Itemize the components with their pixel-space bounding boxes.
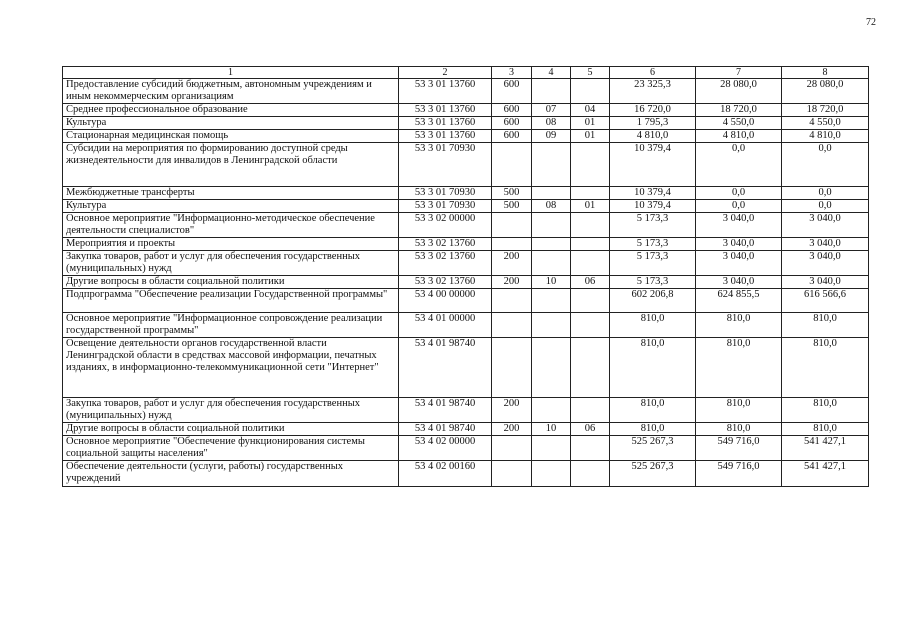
amount-col8: 18 720,0 bbox=[782, 104, 869, 117]
column-header: 6 bbox=[610, 67, 696, 79]
item-name: Основное мероприятие "Обеспечение функционирования системы социальной защиты населения" bbox=[63, 436, 399, 461]
subsection: 01 bbox=[571, 200, 610, 213]
item-name: Другие вопросы в области социальной политики bbox=[63, 423, 399, 436]
section: 09 bbox=[532, 130, 571, 143]
target-code: 53 3 01 13760 bbox=[399, 79, 492, 104]
amount-col7: 810,0 bbox=[696, 398, 782, 423]
amount-col8: 4 810,0 bbox=[782, 130, 869, 143]
item-name: Культура bbox=[63, 117, 399, 130]
expense-type bbox=[492, 213, 532, 238]
subsection bbox=[571, 251, 610, 276]
table-body bbox=[63, 67, 869, 487]
amount-col8: 616 566,6 bbox=[782, 289, 869, 313]
subsection bbox=[571, 313, 610, 338]
amount-col8: 28 080,0 bbox=[782, 79, 869, 104]
target-code: 53 3 01 70930 bbox=[399, 143, 492, 187]
amount-col6: 602 206,8 bbox=[610, 289, 696, 313]
amount-col8: 3 040,0 bbox=[782, 251, 869, 276]
target-code: 53 4 00 00000 bbox=[399, 289, 492, 313]
target-code: 53 3 02 13760 bbox=[399, 251, 492, 276]
target-code: 53 4 02 00000 bbox=[399, 436, 492, 461]
expense-type: 600 bbox=[492, 79, 532, 104]
item-name: Обеспечение деятельности (услуги, работы) государственных учреждений bbox=[63, 461, 399, 487]
subsection: 04 bbox=[571, 104, 610, 117]
section bbox=[532, 238, 571, 251]
amount-col7: 4 550,0 bbox=[696, 117, 782, 130]
amount-col7: 549 716,0 bbox=[696, 461, 782, 487]
table-row bbox=[63, 104, 869, 117]
column-header: 1 bbox=[63, 67, 399, 79]
target-code: 53 3 02 13760 bbox=[399, 238, 492, 251]
amount-col6: 5 173,3 bbox=[610, 251, 696, 276]
table-row bbox=[63, 461, 869, 487]
amount-col8: 810,0 bbox=[782, 423, 869, 436]
item-name: Культура bbox=[63, 200, 399, 213]
table-row bbox=[63, 200, 869, 213]
section: 08 bbox=[532, 117, 571, 130]
section bbox=[532, 289, 571, 313]
table-row bbox=[63, 79, 869, 104]
table-row bbox=[63, 436, 869, 461]
target-code: 53 3 01 13760 bbox=[399, 130, 492, 143]
amount-col7: 4 810,0 bbox=[696, 130, 782, 143]
target-code: 53 4 01 00000 bbox=[399, 313, 492, 338]
amount-col6: 10 379,4 bbox=[610, 200, 696, 213]
amount-col6: 810,0 bbox=[610, 423, 696, 436]
expense-type: 600 bbox=[492, 130, 532, 143]
expense-type bbox=[492, 338, 532, 398]
section bbox=[532, 313, 571, 338]
table-row bbox=[63, 238, 869, 251]
section: 08 bbox=[532, 200, 571, 213]
amount-col7: 3 040,0 bbox=[696, 213, 782, 238]
table-row bbox=[63, 398, 869, 423]
subsection bbox=[571, 79, 610, 104]
target-code: 53 3 01 13760 bbox=[399, 104, 492, 117]
amount-col7: 28 080,0 bbox=[696, 79, 782, 104]
table-row bbox=[63, 187, 869, 200]
amount-col7: 3 040,0 bbox=[696, 238, 782, 251]
expense-type: 200 bbox=[492, 423, 532, 436]
amount-col8: 3 040,0 bbox=[782, 238, 869, 251]
target-code: 53 4 01 98740 bbox=[399, 423, 492, 436]
amount-col7: 624 855,5 bbox=[696, 289, 782, 313]
item-name: Основное мероприятие "Информационное сопровождение реализации государственной программы" bbox=[63, 313, 399, 338]
subsection bbox=[571, 338, 610, 398]
expense-type: 200 bbox=[492, 276, 532, 289]
amount-col8: 0,0 bbox=[782, 187, 869, 200]
item-name: Мероприятия и проекты bbox=[63, 238, 399, 251]
section bbox=[532, 213, 571, 238]
subsection: 06 bbox=[571, 276, 610, 289]
target-code: 53 3 01 13760 bbox=[399, 117, 492, 130]
table-row bbox=[63, 117, 869, 130]
column-header: 8 bbox=[782, 67, 869, 79]
amount-col7: 549 716,0 bbox=[696, 436, 782, 461]
section: 10 bbox=[532, 423, 571, 436]
section bbox=[532, 398, 571, 423]
amount-col7: 810,0 bbox=[696, 313, 782, 338]
table-row bbox=[63, 313, 869, 338]
section bbox=[532, 187, 571, 200]
subsection bbox=[571, 398, 610, 423]
item-name: Стационарная медицинская помощь bbox=[63, 130, 399, 143]
column-header: 5 bbox=[571, 67, 610, 79]
amount-col8: 0,0 bbox=[782, 200, 869, 213]
table-row bbox=[63, 130, 869, 143]
amount-col7: 810,0 bbox=[696, 338, 782, 398]
table-row bbox=[63, 213, 869, 238]
amount-col6: 10 379,4 bbox=[610, 143, 696, 187]
amount-col7: 0,0 bbox=[696, 187, 782, 200]
amount-col6: 4 810,0 bbox=[610, 130, 696, 143]
amount-col8: 3 040,0 bbox=[782, 276, 869, 289]
amount-col8: 0,0 bbox=[782, 143, 869, 187]
section bbox=[532, 436, 571, 461]
target-code: 53 3 02 00000 bbox=[399, 213, 492, 238]
table-row bbox=[63, 338, 869, 398]
amount-col6: 810,0 bbox=[610, 398, 696, 423]
amount-col8: 810,0 bbox=[782, 313, 869, 338]
subsection: 01 bbox=[571, 130, 610, 143]
table-row bbox=[63, 423, 869, 436]
amount-col6: 810,0 bbox=[610, 338, 696, 398]
item-name: Другие вопросы в области социальной политики bbox=[63, 276, 399, 289]
amount-col8: 810,0 bbox=[782, 398, 869, 423]
column-header: 7 bbox=[696, 67, 782, 79]
amount-col6: 525 267,3 bbox=[610, 436, 696, 461]
expense-type: 200 bbox=[492, 398, 532, 423]
expense-type bbox=[492, 461, 532, 487]
amount-col6: 5 173,3 bbox=[610, 276, 696, 289]
subsection bbox=[571, 238, 610, 251]
amount-col7: 3 040,0 bbox=[696, 276, 782, 289]
amount-col7: 18 720,0 bbox=[696, 104, 782, 117]
amount-col6: 525 267,3 bbox=[610, 461, 696, 487]
section bbox=[532, 79, 571, 104]
amount-col6: 5 173,3 bbox=[610, 238, 696, 251]
section bbox=[532, 251, 571, 276]
expense-type: 600 bbox=[492, 104, 532, 117]
expense-type bbox=[492, 143, 532, 187]
amount-col7: 810,0 bbox=[696, 423, 782, 436]
target-code: 53 3 02 13760 bbox=[399, 276, 492, 289]
expense-type: 200 bbox=[492, 251, 532, 276]
item-name: Освещение деятельности органов государственной власти Ленинградской области в средствах массовой информации, печатных изданиях, в информационно-телекоммуникационной сети "Интернет" bbox=[63, 338, 399, 398]
column-header: 4 bbox=[532, 67, 571, 79]
table-row bbox=[63, 289, 869, 313]
item-name: Предоставление субсидий бюджетным, автономным учреждениям и иным некоммерческим организациям bbox=[63, 79, 399, 104]
amount-col6: 810,0 bbox=[610, 313, 696, 338]
column-header: 2 bbox=[399, 67, 492, 79]
amount-col8: 810,0 bbox=[782, 338, 869, 398]
expense-type: 500 bbox=[492, 187, 532, 200]
subsection bbox=[571, 289, 610, 313]
item-name: Межбюджетные трансферты bbox=[63, 187, 399, 200]
subsection bbox=[571, 213, 610, 238]
amount-col8: 541 427,1 bbox=[782, 436, 869, 461]
amount-col6: 16 720,0 bbox=[610, 104, 696, 117]
budget-table bbox=[62, 66, 869, 487]
target-code: 53 4 02 00160 bbox=[399, 461, 492, 487]
subsection bbox=[571, 143, 610, 187]
amount-col6: 23 325,3 bbox=[610, 79, 696, 104]
target-code: 53 4 01 98740 bbox=[399, 398, 492, 423]
subsection: 01 bbox=[571, 117, 610, 130]
subsection bbox=[571, 187, 610, 200]
expense-type: 600 bbox=[492, 117, 532, 130]
section: 07 bbox=[532, 104, 571, 117]
section bbox=[532, 143, 571, 187]
column-number-header bbox=[63, 67, 869, 79]
amount-col8: 3 040,0 bbox=[782, 213, 869, 238]
target-code: 53 3 01 70930 bbox=[399, 200, 492, 213]
expense-type bbox=[492, 313, 532, 338]
expense-type bbox=[492, 238, 532, 251]
section bbox=[532, 461, 571, 487]
amount-col6: 1 795,3 bbox=[610, 117, 696, 130]
amount-col6: 5 173,3 bbox=[610, 213, 696, 238]
section: 10 bbox=[532, 276, 571, 289]
target-code: 53 3 01 70930 bbox=[399, 187, 492, 200]
expense-type: 500 bbox=[492, 200, 532, 213]
column-header: 3 bbox=[492, 67, 532, 79]
subsection bbox=[571, 461, 610, 487]
item-name: Основное мероприятие "Информационно-методическое обеспечение деятельности специалистов" bbox=[63, 213, 399, 238]
amount-col7: 0,0 bbox=[696, 200, 782, 213]
item-name: Подпрограмма "Обеспечение реализации Государственной программы" bbox=[63, 289, 399, 313]
amount-col8: 4 550,0 bbox=[782, 117, 869, 130]
item-name: Среднее профессиональное образование bbox=[63, 104, 399, 117]
table-row bbox=[63, 276, 869, 289]
item-name: Субсидии на мероприятия по формированию доступной среды жизнедеятельности для инвалидов в Ленинградской области bbox=[63, 143, 399, 187]
table-row bbox=[63, 251, 869, 276]
amount-col7: 0,0 bbox=[696, 143, 782, 187]
section bbox=[532, 338, 571, 398]
expense-type bbox=[492, 436, 532, 461]
item-name: Закупка товаров, работ и услуг для обеспечения государственных (муниципальных) нужд bbox=[63, 251, 399, 276]
subsection bbox=[571, 436, 610, 461]
amount-col7: 3 040,0 bbox=[696, 251, 782, 276]
table-row bbox=[63, 143, 869, 187]
target-code: 53 4 01 98740 bbox=[399, 338, 492, 398]
amount-col8: 541 427,1 bbox=[782, 461, 869, 487]
item-name: Закупка товаров, работ и услуг для обеспечения государственных (муниципальных) нужд bbox=[63, 398, 399, 423]
page-number: 72 bbox=[866, 17, 876, 28]
subsection: 06 bbox=[571, 423, 610, 436]
amount-col6: 10 379,4 bbox=[610, 187, 696, 200]
expense-type bbox=[492, 289, 532, 313]
